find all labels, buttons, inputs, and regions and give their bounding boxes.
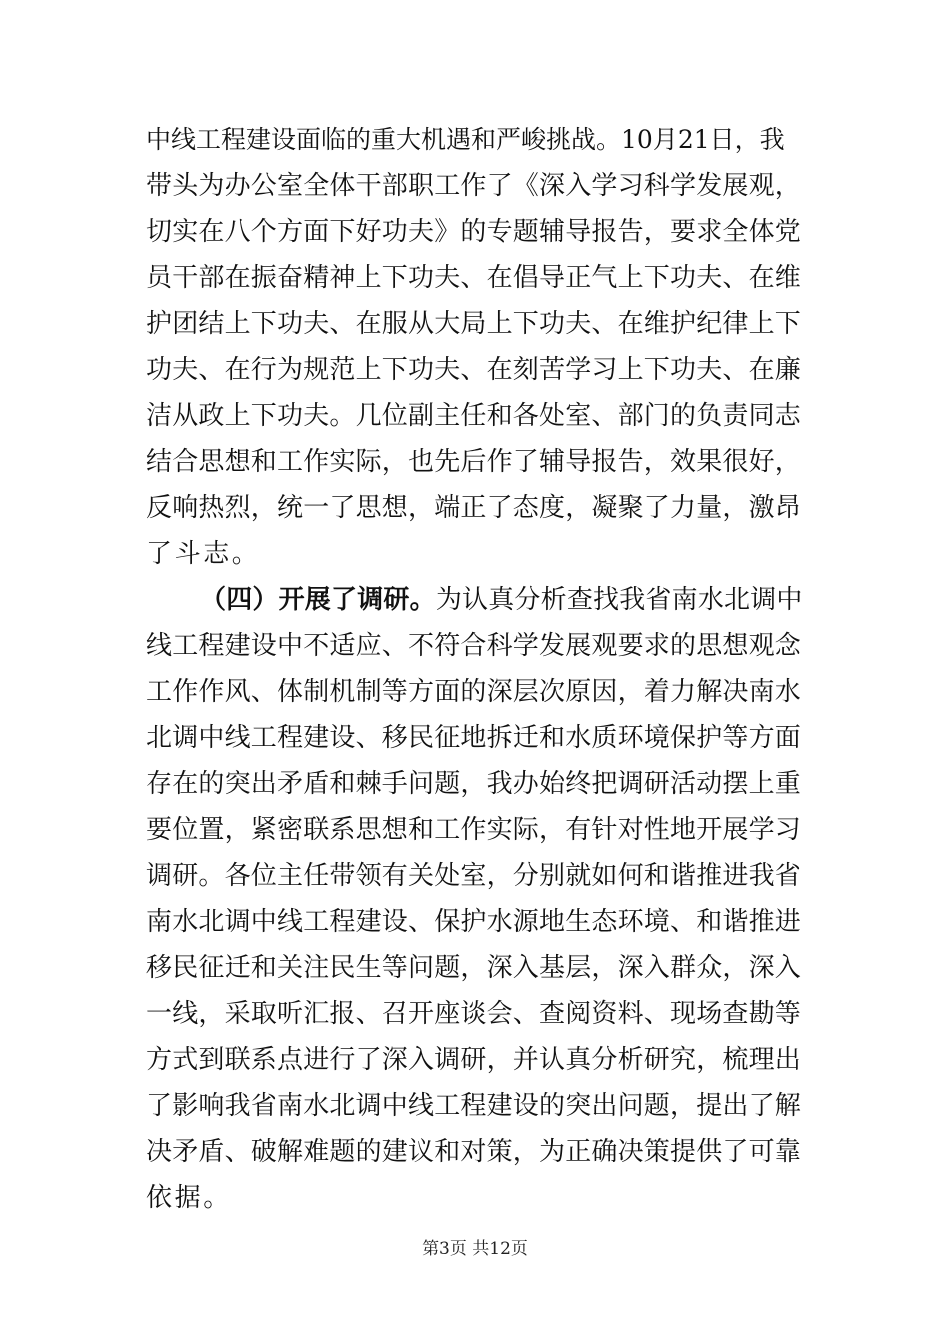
text-line: 了斗志。 [146, 539, 261, 569]
text-line-first [200, 584, 806, 616]
section-heading: （四）开展了调研。 [200, 585, 436, 615]
text-line: 北调中线工程建设、移民征地拆迁和水质环境保护等方面 [146, 723, 802, 753]
text-line: 护团结上下功夫、在服从大局上下功夫、在维护纪律上下 [146, 309, 802, 339]
text-line: 功夫、在行为规范上下功夫、在刻苦学习上下功夫、在廉 [146, 355, 802, 385]
text-line: 切实在八个方面下好功夫》的专题辅导报告，要求全体党 [146, 217, 802, 247]
text-line: 存在的突出矛盾和棘手问题，我办始终把调研活动摆上重 [146, 769, 802, 799]
text-line: 要位置，紧密联系思想和工作实际，有针对性地开展学习 [146, 815, 802, 845]
text-line: 南水北调中线工程建设、保护水源地生态环境、和谐推进 [146, 907, 802, 937]
text-line: 结合思想和工作实际，也先后作了辅导报告，效果很好， [146, 447, 802, 477]
text-line: 方式到联系点进行了深入调研，并认真分析研究，梳理出 [146, 1045, 802, 1075]
text-line: 洁从政上下功夫。几位副主任和各处室、部门的负责同志 [146, 401, 802, 431]
text-line: 了影响我省南水北调中线工程建设的突出问题，提出了解 [146, 1091, 802, 1121]
text-line: 依据。 [146, 1183, 232, 1213]
text-line: 工作作风、体制机制等方面的深层次原因，着力解决南水 [146, 677, 802, 707]
text-line: 带头为办公室全体干部职工作了《深入学习科学发展观， [146, 171, 802, 201]
text-line: 员干部在振奋精神上下功夫、在倡导正气上下功夫、在维 [146, 263, 802, 293]
text-line: 决矛盾、破解难题的建议和对策，为正确决策提供了可靠 [146, 1137, 802, 1167]
text-line: 一线，采取听汇报、召开座谈会、查阅资料、现场查勘等 [146, 999, 802, 1029]
text-run: 为认真分析查找我省南水北调中 [435, 585, 803, 615]
page-number-footer: 第3页 共12页 [422, 1239, 528, 1259]
text-line: 调研。各位主任带领有关处室，分别就如何和谐推进我省 [146, 861, 802, 891]
text-line: 线工程建设中不适应、不符合科学发展观要求的思想观念 [146, 631, 802, 661]
text-line: 反响热烈，统一了思想，端正了态度，凝聚了力量，激昂 [146, 493, 802, 523]
text-line: 中线工程建设面临的重大机遇和严峻挑战。10月21日，我 [146, 125, 785, 154]
text-line: 移民征迁和关注民生等问题，深入基层，深入群众，深入 [146, 953, 802, 983]
